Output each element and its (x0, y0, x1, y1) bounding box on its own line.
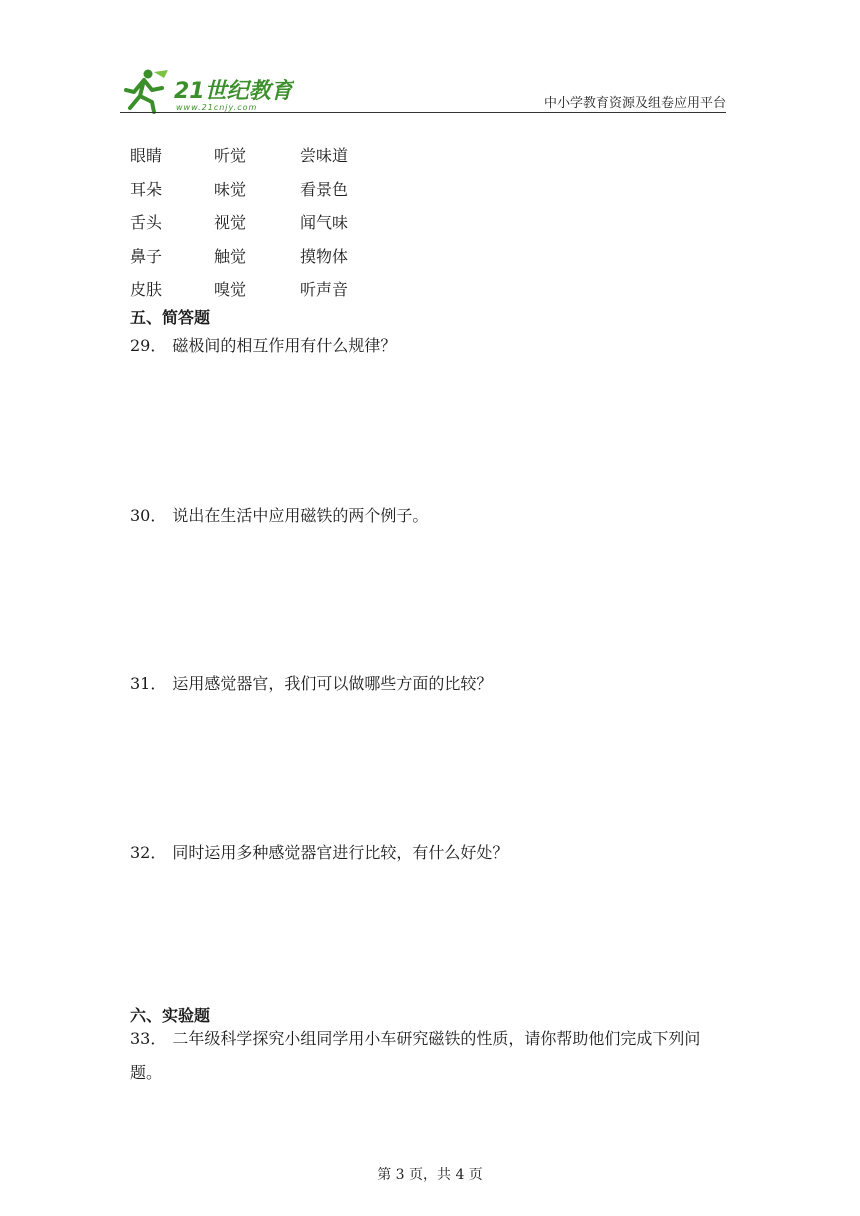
section-title-experiment: 六、实验题 (130, 1006, 211, 1025)
action-cell: 尝味道 (300, 146, 349, 166)
action-cell: 看景色 (300, 179, 349, 199)
question-31 (130, 671, 492, 694)
organ-cell: 皮肤 (130, 280, 163, 300)
sense-cell: 味觉 (214, 179, 247, 199)
logo-url: www.21cnjy.com (176, 103, 258, 112)
matching-row (130, 138, 400, 172)
organ-cell: 鼻子 (130, 246, 163, 266)
question-30 (130, 503, 428, 526)
organ-cell: 舌头 (130, 213, 163, 233)
question-text: 同时运用多种感觉器官进行比较，有什么好处？ (172, 843, 509, 862)
sense-cell: 触觉 (214, 246, 247, 266)
question-number: 33． (130, 1029, 167, 1048)
organ-cell: 眼睛 (130, 146, 163, 166)
question-number: 29． (130, 336, 167, 355)
question-number: 32． (130, 843, 167, 862)
matching-row (130, 239, 400, 273)
organ-cell: 耳朵 (130, 179, 163, 199)
platform-label: 中小学教育资源及组卷应用平台 (543, 96, 726, 111)
page-header (120, 62, 726, 116)
matching-row (130, 205, 400, 239)
action-cell: 闻气味 (300, 213, 349, 233)
question-29 (130, 333, 396, 356)
header-divider (120, 112, 726, 113)
matching-row (130, 172, 400, 206)
sense-cell: 听觉 (214, 146, 247, 166)
action-cell: 摸物体 (300, 246, 349, 266)
question-text: 磁极间的相互作用有什么规律？ (172, 336, 397, 355)
runner-icon (126, 70, 168, 113)
question-text: 说出在生活中应用磁铁的两个例子。 (172, 506, 429, 525)
question-text: 运用感觉器官，我们可以做哪些方面的比较？ (172, 674, 493, 693)
sense-cell: 嗅觉 (214, 280, 247, 300)
matching-row (130, 272, 400, 306)
question-number: 31． (130, 674, 167, 693)
question-number: 30． (130, 506, 167, 525)
matching-table (130, 138, 400, 306)
logo (124, 68, 294, 114)
logo-text: 21世纪教育 (174, 79, 293, 104)
question-32 (130, 840, 508, 863)
action-cell: 听声音 (300, 280, 349, 300)
page-number: 第 3 页，共 4 页 (377, 1167, 483, 1183)
question-text: 二年级科学探究小组同学用小车研究磁铁的性质，请你帮助他们完成下列问题。 (130, 1029, 701, 1082)
section-title-short-answer: 五、简答题 (130, 308, 211, 327)
sense-cell: 视觉 (214, 213, 247, 233)
question-33 (130, 1022, 730, 1090)
